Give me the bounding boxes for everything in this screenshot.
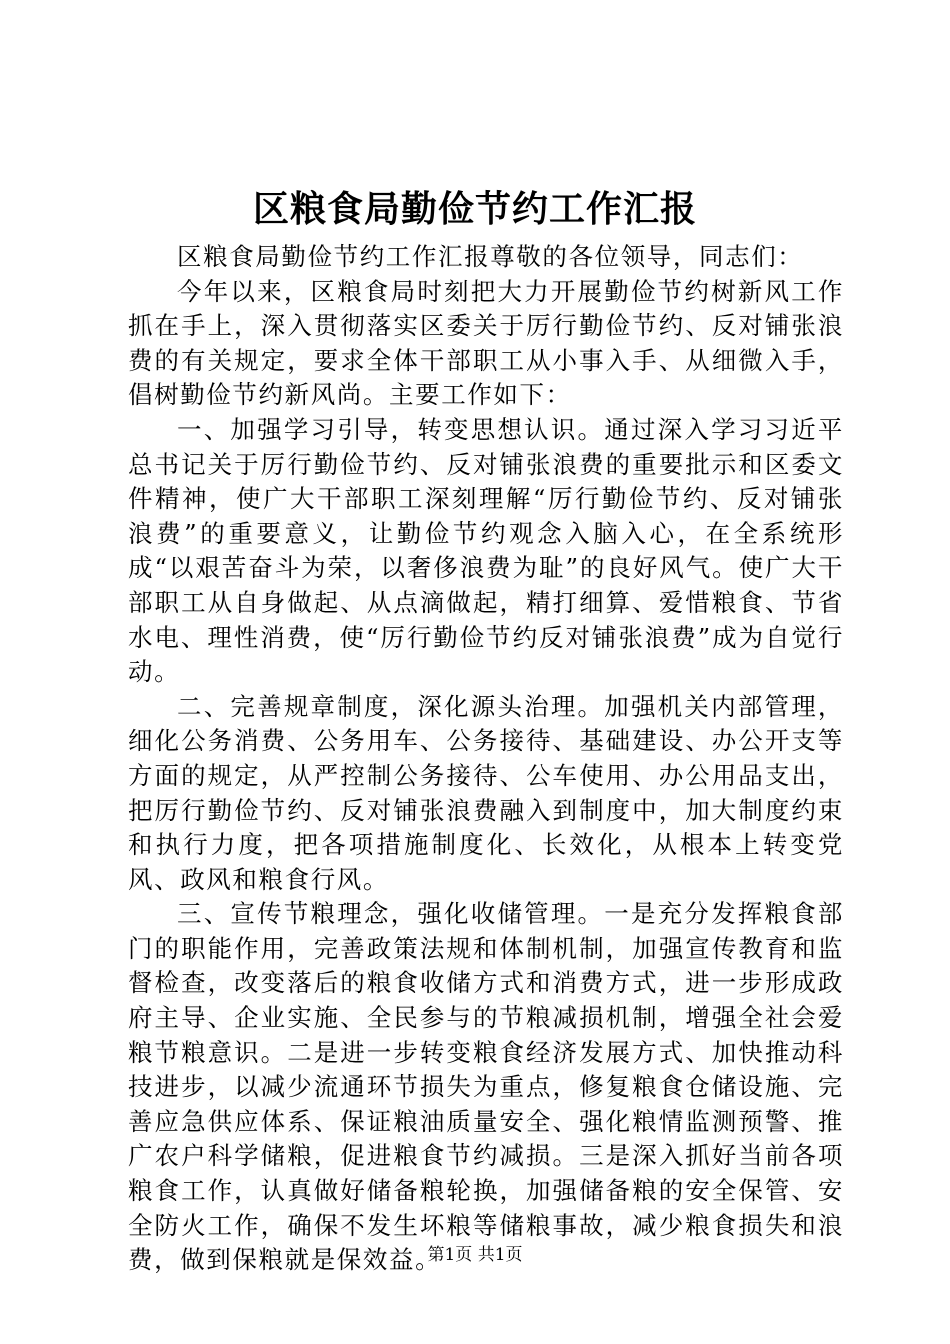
intro-paragraph: 今年以来，区粮食局时刻把大力开展勤俭节约树新风工作抓在手上，深入贯彻落实区委关于厉行勤俭节约、反对铺张浪费的有关规定，要求全体干部职工从小事入手、从细微入手，倡树勤俭节约新风尚。主要工作如下： bbox=[128, 276, 844, 410]
document-title: 区粮食局勤俭节约工作汇报 bbox=[252, 188, 697, 230]
greeting-paragraph: 区粮食局勤俭节约工作汇报尊敬的各位领导，同志们： bbox=[177, 242, 804, 271]
section-one-paragraph: 一、加强学习引导，转变思想认识。通过深入学习习近平总书记关于厉行勤俭节约、反对铺张浪费的重要批示和区委文件精神，使广大干部职工深刻理解“厉行勤俭节约、反对铺张浪费”的重要意义，让勤俭节约观念入脑入心，在全系统形成“以艰苦奋斗为荣，以奢侈浪费为耻”的良好风气。使广大干部职工从自身做起、从点滴做起，精打细算、爱惜粮食、节省水电、理性消费，使“厉行勤俭节约反对铺张浪费”成为自觉行动。 bbox=[128, 414, 844, 687]
document-body bbox=[128, 240, 844, 1278]
section-three-paragraph: 三、宣传节粮理念，强化收储管理。一是充分发挥粮食部门的职能作用，完善政策法规和体制机制，加强宣传教育和监督检查，改变落后的粮食收储方式和消费方式，进一步形成政府主导、企业实施、全民参与的节粮减损机制，增强全社会爱粮节粮意识。二是进一步转变粮食经济发展方式、加快推动科技进步，以减少流通环节损失为重点，修复粮食仓储设施、完善应急供应体系、保证粮油质量安全、强化粮情监测预警、推广农户科学储粮，促进粮食节约减损。三是深入抓好当前各项粮食工作，认真做好储备粮轮换，加强储备粮的安全保管、安全防火工作，确保不发生坏粮等储粮事故，减少粮食损失和浪费，做到保粮就是保效益。 bbox=[128, 899, 844, 1275]
section-two-paragraph: 二、完善规章制度，深化源头治理。加强机关内部管理，细化公务消费、公务用车、公务接待、基础建设、办公开支等方面的规定，从严控制公务接待、公车使用、办公用品支出，把厉行勤俭节约、反对铺张浪费融入到制度中，加大制度约束和执行力度，把各项措施制度化、长效化，从根本上转变党风、政风和粮食行风。 bbox=[128, 691, 844, 894]
page-footer: 第1页 共1页 bbox=[427, 1245, 523, 1265]
